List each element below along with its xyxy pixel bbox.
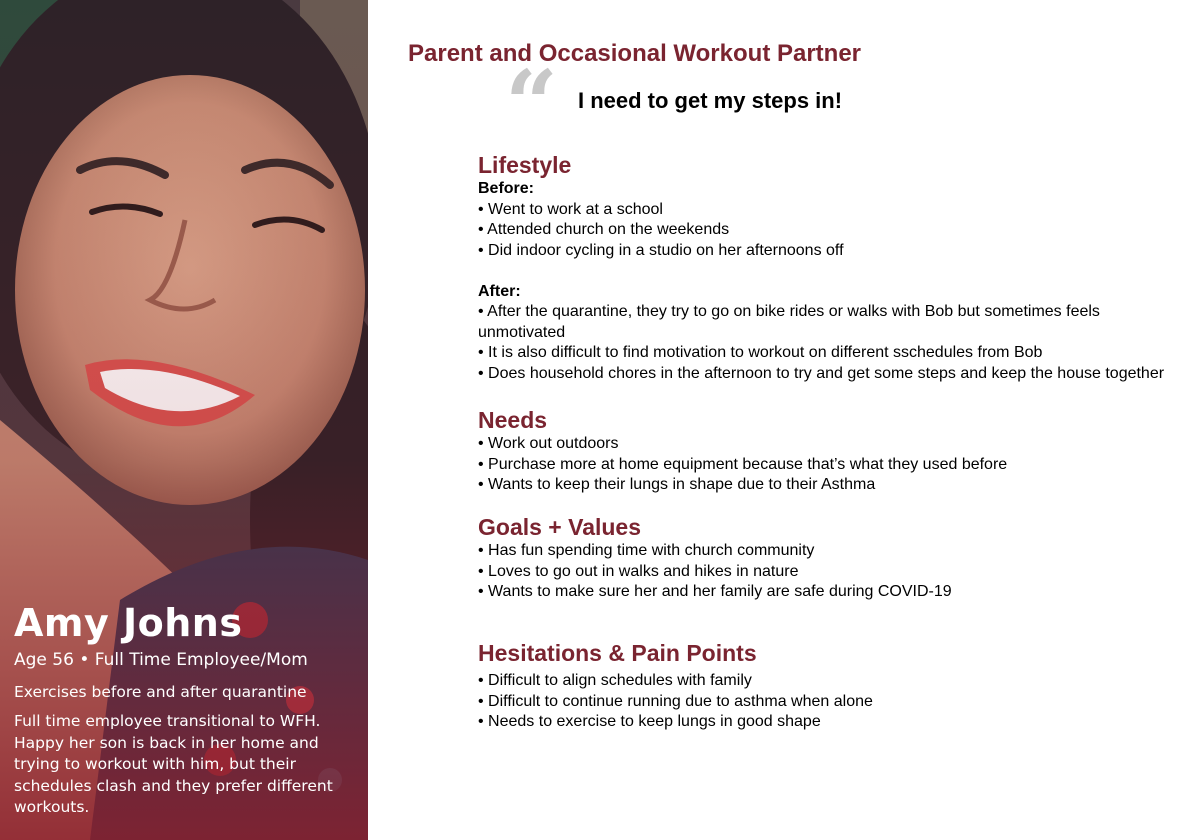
hesitations-section bbox=[478, 639, 1188, 733]
after-label: After: bbox=[478, 282, 521, 300]
list-item: • Purchase more at home equipment because that’s what they used before bbox=[478, 455, 1008, 473]
goals-heading: Goals + Values bbox=[478, 514, 642, 540]
needs-section bbox=[478, 406, 1188, 496]
list-item: • Does household chores in the afternoon to try and get some steps and keep the house together bbox=[478, 364, 1165, 382]
needs-heading: Needs bbox=[478, 407, 548, 433]
list-item: • Difficult to align schedules with family bbox=[478, 672, 752, 689]
quote-mark-icon: “ bbox=[505, 50, 552, 158]
lifestyle-heading: Lifestyle bbox=[478, 152, 572, 178]
list-item: • Wants to make sure her and her family are safe during COVID-19 bbox=[478, 583, 952, 600]
list-item: • Went to work at a school bbox=[478, 200, 663, 218]
persona-status: Exercises before and after quarantine bbox=[14, 683, 307, 701]
goals-section bbox=[478, 513, 1188, 603]
persona-summary bbox=[14, 600, 359, 819]
list-item: • After the quarantine, they try to go on bike rides or walks with Bob but sometimes feels unmotivated bbox=[478, 303, 1100, 341]
persona-bio: Full time employee transitional to WFH. Happy her son is back in her home and trying to workout with him, but their schedules clash and they prefer different workouts. bbox=[14, 712, 333, 817]
list-item: • Attended church on the weekends bbox=[478, 221, 730, 238]
persona-photo-panel bbox=[0, 0, 368, 840]
lifestyle-section bbox=[478, 151, 1188, 384]
list-item: • Work out outdoors bbox=[478, 435, 619, 452]
role-title: Parent and Occasional Workout Partner bbox=[408, 40, 862, 67]
list-item: • Did indoor cycling in a studio on her afternoons off bbox=[478, 241, 844, 259]
persona-quote: I need to get my steps in! bbox=[578, 88, 843, 113]
persona-meta: Age 56 • Full Time Employee/Mom bbox=[14, 650, 308, 670]
before-label: Before: bbox=[478, 180, 535, 197]
list-item: • Loves to go out in walks and hikes in nature bbox=[478, 562, 799, 580]
list-item: • Difficult to continue running due to asthma when alone bbox=[478, 692, 873, 710]
list-item: • Needs to exercise to keep lungs in good shape bbox=[478, 713, 821, 730]
persona-name: Amy Johns bbox=[14, 601, 243, 645]
hesitations-heading: Hesitations & Pain Points bbox=[478, 640, 757, 666]
list-item: • Has fun spending time with church community bbox=[478, 542, 815, 559]
list-item: • Wants to keep their lungs in shape due to their Asthma bbox=[478, 476, 876, 493]
list-item: • It is also difficult to find motivation to workout on different sschedules from Bob bbox=[478, 344, 1043, 361]
